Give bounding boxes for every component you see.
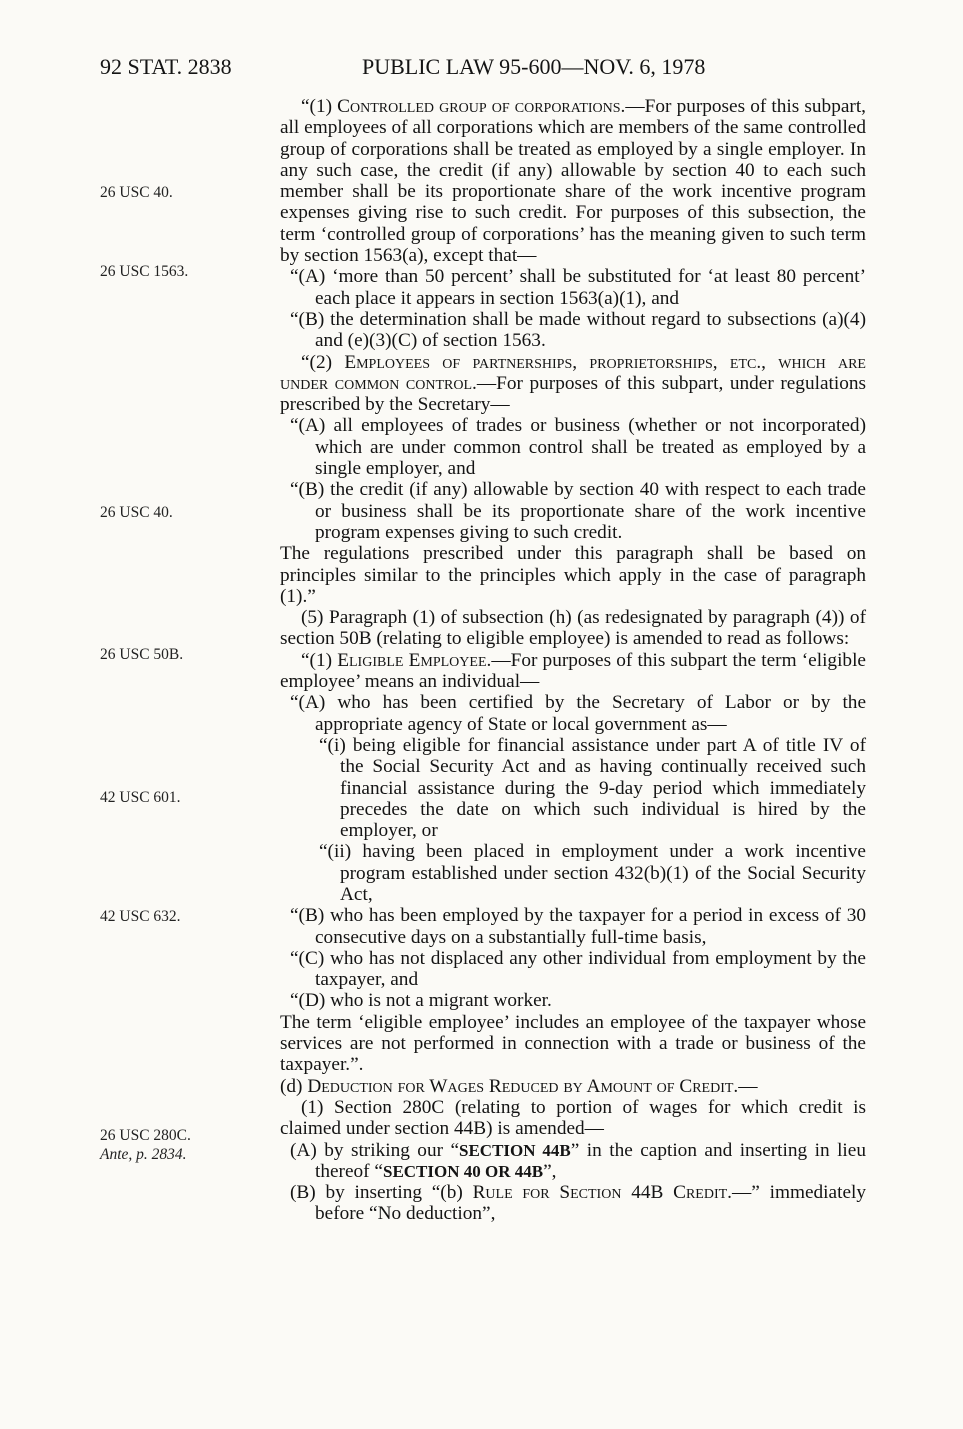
margin-note: 26 USC 40. [100,504,173,521]
margin-note: 26 USC 50B. [100,646,184,663]
para-lead: “(1) [301,96,338,117]
paragraph-text: ” in the caption and inserting in lieu thereof “ [315,1139,866,1182]
statute-body [280,96,866,1225]
paragraph-text: —For purposes of this subpart, all employees of all corporations which are members of the same controlled group of corporations shall be treated as employed by a single employer. In any such case, the credit (if any) allowable by section 40 to each such member shall be its proportionate share of the work incentive program expenses giving rise to such credit. For purposes of this subsection, the term ‘controlled group of corporations’ has the meaning given to such term by section 1563(a), except that— [280,96,866,267]
paragraph: “(B) who has been employed by the taxpayer for a period in excess of 30 consecutive days on a substantially full-time basis, [290,905,866,948]
paragraph-text: —For purposes of this subpart, under regulations prescribed by the Secretary— [280,372,866,416]
paragraph [280,96,866,266]
paragraph: “(D) who is not a migrant worker. [290,990,552,1012]
paragraph-heading: Deduction for Wages Reduced by Amount of Credit. [307,1075,739,1097]
paragraph-text: —” immediately before “No deduction”, [315,1182,866,1225]
paragraph-text: — [738,1075,758,1097]
paragraph: (5) Paragraph (1) of subsection (h) (as redesignated by paragraph (4)) of section 50B (relating to eligible employee) is amended to read as follows: [280,607,866,650]
margin-note: 42 USC 601. [100,789,181,806]
para-post: ”, [543,1160,557,1182]
para-pre: (B) by inserting “(b) [290,1182,473,1204]
paragraph [280,1076,866,1097]
paragraph: “(C) who has not displaced any other individual from employment by the taxpayer, and [290,947,866,991]
para-lead: “(1) [301,649,338,671]
paragraph [280,650,866,693]
page-header [100,52,923,82]
paragraph: (1) Section 280C (relating to portion of wages for which credit is claimed under section 44B) is amended— [280,1096,866,1140]
margin-note: 26 USC 40. [100,184,173,201]
margin-note: 26 USC 280C. [100,1127,191,1144]
paragraph-text: —For purposes of this subpart the term ‘eligible employee’ means an individual— [280,649,866,693]
paragraph: “(A) who has been certified by the Secretary of Labor or by the appropriate agency of State or local government as— [290,692,866,735]
para-pre: (A) by striking our “ [290,1139,460,1161]
paragraph-heading: Rule for Section 44B Credit. [472,1182,733,1204]
margin-note: 42 USC 632. [100,908,181,925]
margin-note-ante: Ante, p. 2834. [100,1146,187,1163]
paragraph-heading: Controlled group of corporations. [337,96,626,117]
paragraph: “(A) ‘more than 50 percent’ shall be substituted for ‘at least 80 percent’ each place it appears in section 1563(a)(1), and [290,266,866,309]
caption-text: SECTION 44B [459,1140,571,1160]
paragraph [280,1140,866,1183]
para-lead: “(2) [301,351,345,373]
paragraph: “(i) being eligible for financial assistance under part A of title IV of the Social Security Act and as having continually received such financial assistance during the 9-day period which immediately precedes the date on which such individual is hired by the employer, or [319,734,866,842]
paragraph: “(A) all employees of trades or business (whether or not incorporated) which are under common control shall be treated as employed by a single employer, and [290,415,866,480]
para-lead: (d) [280,1075,308,1097]
running-title: PUBLIC LAW 95-600—NOV. 6, 1978 [362,54,706,79]
paragraph: “(ii) having been placed in employment under a work incentive program established under section 432(b)(1) of the Social Security Act, [319,841,866,905]
paragraph: The regulations prescribed under this paragraph shall be based on principles similar to the principles which apply in the case of paragraph (1).” [280,543,866,607]
paragraph [280,1182,866,1225]
paragraph [280,352,866,416]
paragraph: The term ‘eligible employee’ includes an employee of the taxpayer whose services are not performed in connection with a trade or business of the taxpayer.”. [280,1011,866,1076]
margin-note [100,1145,187,1165]
paragraph: “(B) the credit (if any) allowable by section 40 with respect to each trade or business shall be its proportionate share of the work incentive program expenses giving to such credit. [290,479,866,543]
paragraph: “(B) the determination shall be made without regard to subsections (a)(4) and (e)(3)(C) of section 1563. [290,308,866,352]
caption-text: SECTION 40 OR 44B [382,1161,544,1181]
margin-note: 26 USC 1563. [100,263,189,280]
paragraph-heading: Eligible Employee. [337,649,492,671]
paragraph-heading: Employees of partnerships, proprietorships, etc., which are under common control. [280,351,866,394]
statute-page-number: 92 STAT. 2838 [100,54,232,79]
